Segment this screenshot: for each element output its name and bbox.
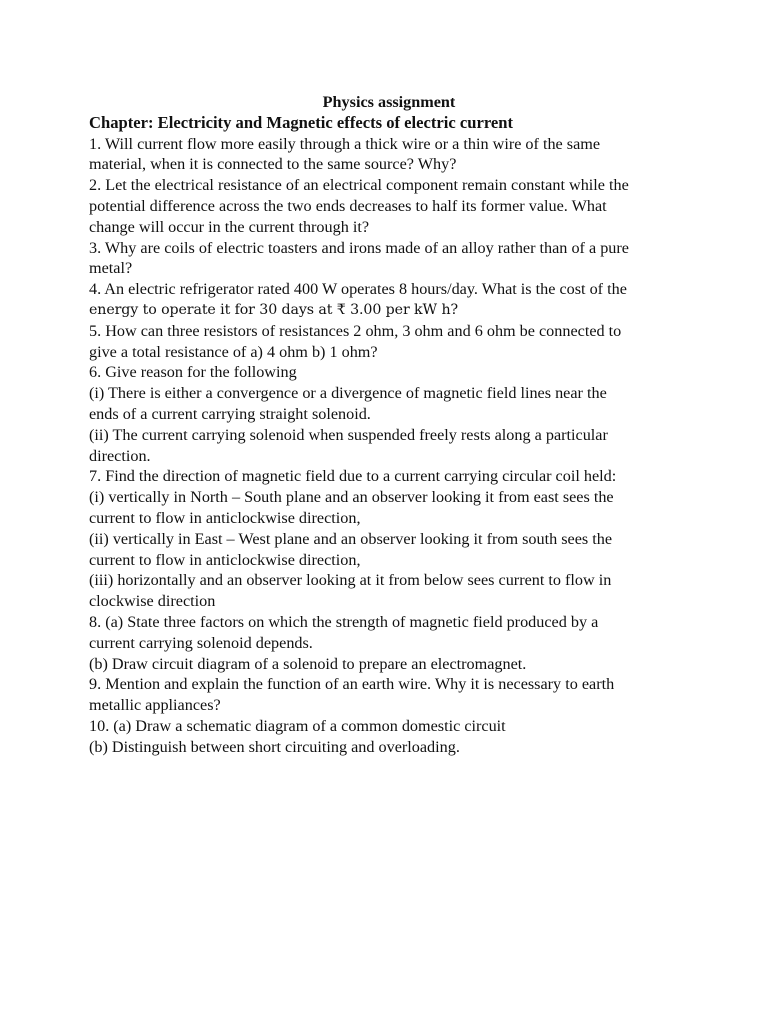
text-line: (b) Draw circuit diagram of a solenoid to prepare an electromagnet. <box>89 654 527 673</box>
text-line: 4. An electric refrigerator rated 400 W operates 8 hours/day. What is the cost of the <box>89 280 627 299</box>
assignment-page <box>89 92 689 758</box>
text-line: 1. Will current flow more easily through a thick wire or a thin wire of the same <box>89 134 601 153</box>
chapter-heading: Chapter: Electricity and Magnetic effects of electric current <box>89 112 514 132</box>
text-line: metallic appliances? <box>89 696 221 715</box>
text-line: (ii) The current carrying solenoid when suspended freely rests along a particular <box>89 425 608 444</box>
text-line: 2. Let the electrical resistance of an electrical component remain constant while the <box>89 176 629 195</box>
text-line: change will occur in the current through it? <box>89 217 370 236</box>
text-line: (ii) vertically in East – West plane and an observer looking it from south sees the <box>89 529 613 548</box>
text-line: current carrying solenoid depends. <box>89 633 313 652</box>
text-line: 9. Mention and explain the function of an earth wire. Why it is necessary to earth <box>89 675 615 694</box>
text-line: direction. <box>89 446 151 465</box>
text-line: give a total resistance of a) 4 ohm b) 1 ohm? <box>89 342 378 361</box>
text-line: 7. Find the direction of magnetic field due to a current carrying circular coil held: <box>89 467 617 486</box>
text-line: metal? <box>89 259 133 278</box>
text-line: 5. How can three resistors of resistances 2 ohm, 3 ohm and 6 ohm be connected to <box>89 321 622 340</box>
text-line: current to flow in anticlockwise direction, <box>89 550 361 569</box>
text-line: clockwise direction <box>89 592 216 611</box>
text-line: (i) There is either a convergence or a divergence of magnetic field lines near the <box>89 384 607 403</box>
text-line: potential difference across the two ends decreases to half its former value. What <box>89 196 607 215</box>
text-line: (b) Distinguish between short circuiting and overloading. <box>89 737 460 756</box>
document-title: Physics assignment <box>322 93 456 111</box>
text-line: 8. (a) State three factors on which the strength of magnetic field produced by a <box>89 612 599 631</box>
text-line: (iii) horizontally and an observer looking at it from below sees current to flow in <box>89 571 612 590</box>
text-line: 10. (a) Draw a schematic diagram of a common domestic circuit <box>89 716 506 735</box>
text-line: 3. Why are coils of electric toasters and irons made of an alloy rather than of a pure <box>89 238 629 257</box>
text-line: current to flow in anticlockwise direction, <box>89 508 361 527</box>
text-line: ends of a current carrying straight solenoid. <box>89 404 371 423</box>
text-line: (i) vertically in North – South plane and an observer looking it from east sees the <box>89 488 614 507</box>
text-line: material, when it is connected to the same source? Why? <box>89 155 457 174</box>
text-line: energy to operate it for 30 days at ₹ 3.00 per kW h? <box>89 301 458 318</box>
text-line: 6. Give reason for the following <box>89 363 297 382</box>
